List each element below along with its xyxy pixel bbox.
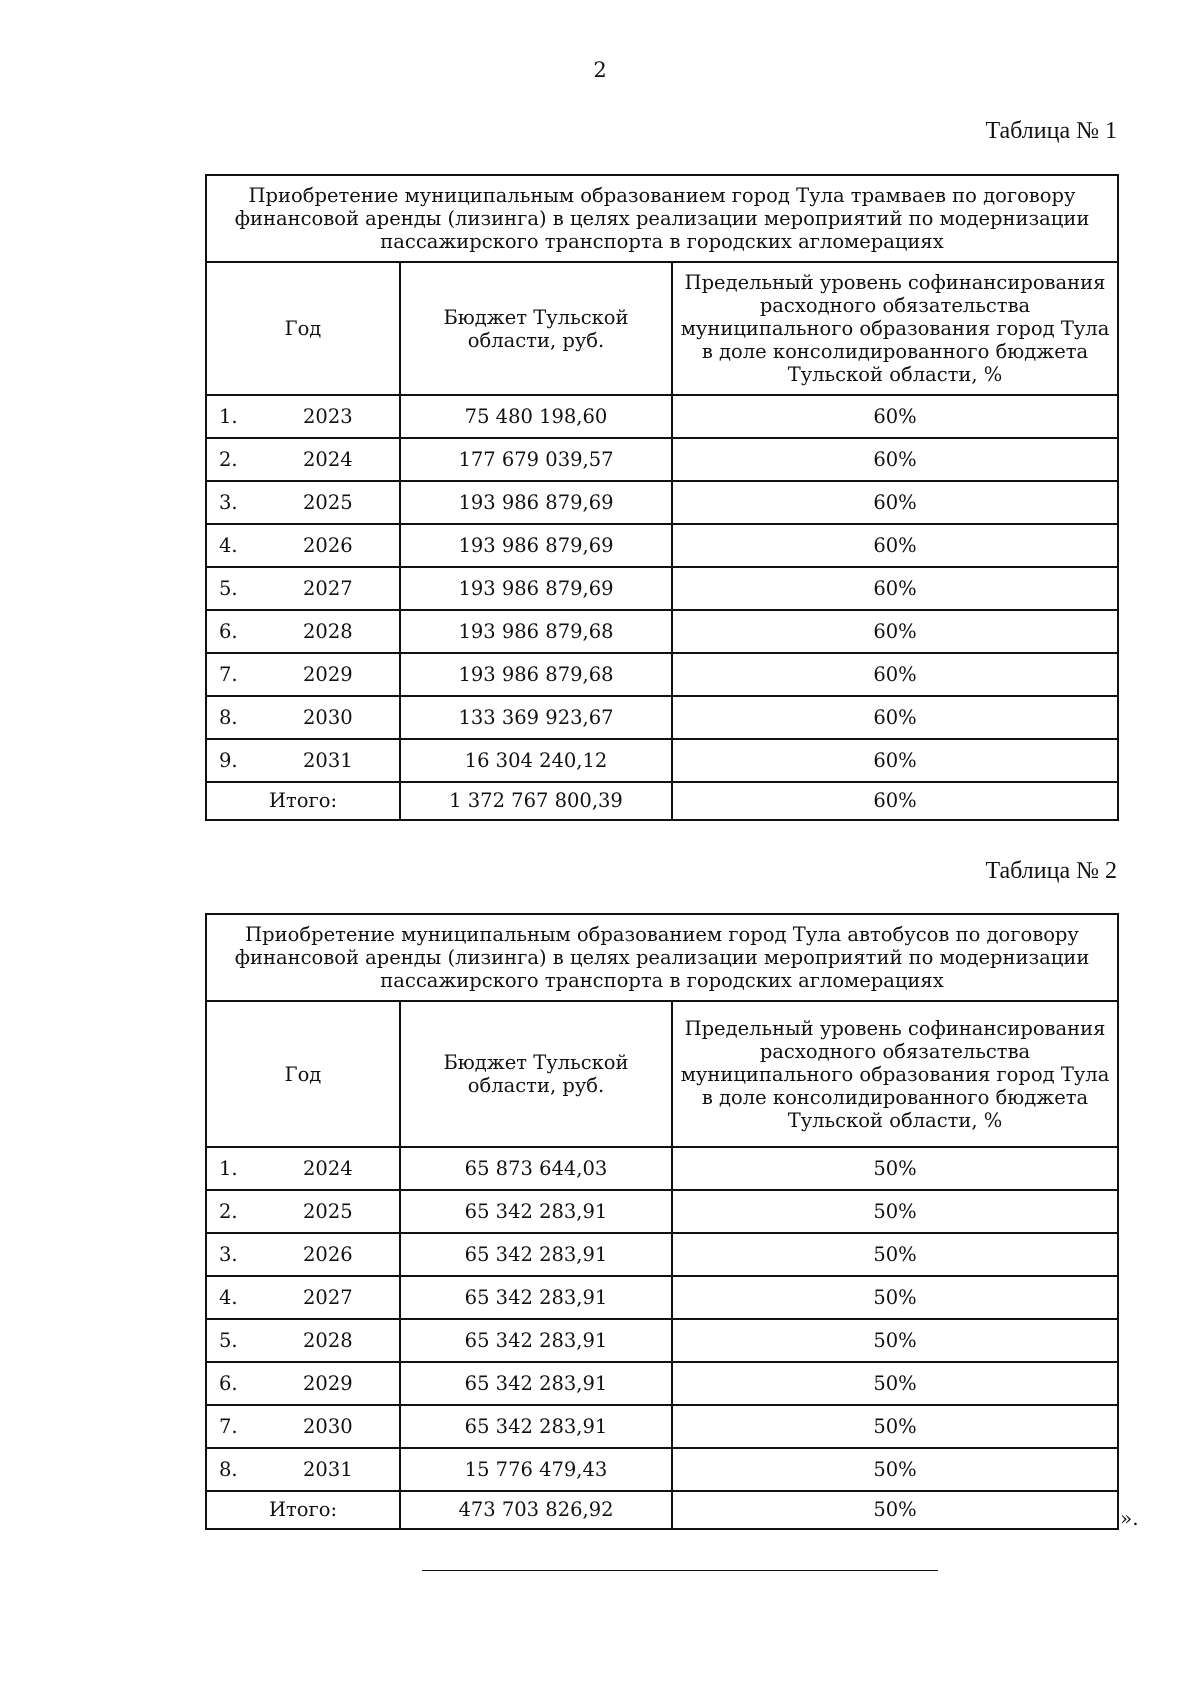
year-cell bbox=[206, 567, 400, 610]
share-cell: 60% bbox=[672, 696, 1118, 739]
row-number: 7. bbox=[219, 662, 238, 686]
year-cell bbox=[206, 653, 400, 696]
budget-cell: 65 342 283,91 bbox=[400, 1362, 672, 1405]
year-cell bbox=[206, 1448, 400, 1491]
share-cell: 50% bbox=[672, 1190, 1118, 1233]
table-2-header-budget: Бюджет Тульской области, руб. bbox=[400, 1001, 672, 1147]
table-row bbox=[206, 739, 1118, 782]
budget-cell: 75 480 198,60 bbox=[400, 395, 672, 438]
row-year: 2026 bbox=[303, 1242, 353, 1266]
table-2-title-row bbox=[206, 914, 1118, 1001]
table-1-caption: Таблица № 1 bbox=[985, 118, 1117, 144]
table-row bbox=[206, 1405, 1118, 1448]
row-year: 2031 bbox=[303, 748, 353, 772]
table-1-header-budget: Бюджет Тульской области, руб. bbox=[400, 262, 672, 395]
budget-cell: 193 986 879,69 bbox=[400, 524, 672, 567]
share-cell: 50% bbox=[672, 1448, 1118, 1491]
table-1-header-share: Предельный уровень софинансирования расходного обязательства муниципального образования город Тула в доле консолидированного бюджета Тульской области, % bbox=[672, 262, 1118, 395]
budget-cell: 65 873 644,03 bbox=[400, 1147, 672, 1190]
row-year: 2025 bbox=[303, 1199, 353, 1223]
table-row bbox=[206, 1276, 1118, 1319]
row-number: 8. bbox=[219, 1457, 238, 1481]
budget-cell: 65 342 283,91 bbox=[400, 1233, 672, 1276]
table-1-header-year: Год bbox=[206, 262, 400, 395]
table-2-header-row bbox=[206, 1001, 1118, 1147]
table-2-header-year: Год bbox=[206, 1001, 400, 1147]
row-year: 2024 bbox=[303, 447, 353, 471]
total-budget: 473 703 826,92 bbox=[400, 1491, 672, 1529]
table-1-title-row bbox=[206, 175, 1118, 262]
row-number: 4. bbox=[219, 1285, 238, 1309]
year-cell bbox=[206, 1233, 400, 1276]
table-1-header-row bbox=[206, 262, 1118, 395]
year-cell bbox=[206, 1190, 400, 1233]
table-2-title: Приобретение муниципальным образованием город Тула автобусов по договору финансовой аренды (лизинга) в целях реализации мероприятий по модернизации пассажирского транспорта в городских агломерациях bbox=[206, 914, 1118, 1001]
end-of-document-line bbox=[422, 1570, 938, 1571]
share-cell: 50% bbox=[672, 1276, 1118, 1319]
year-cell bbox=[206, 1319, 400, 1362]
budget-cell: 65 342 283,91 bbox=[400, 1405, 672, 1448]
share-cell: 50% bbox=[672, 1233, 1118, 1276]
share-cell: 60% bbox=[672, 653, 1118, 696]
table-row bbox=[206, 1319, 1118, 1362]
budget-cell: 193 986 879,68 bbox=[400, 653, 672, 696]
total-share: 60% bbox=[672, 782, 1118, 820]
closing-quote-mark: ». bbox=[1120, 1506, 1139, 1530]
table-row bbox=[206, 567, 1118, 610]
row-number: 3. bbox=[219, 490, 238, 514]
budget-cell: 65 342 283,91 bbox=[400, 1276, 672, 1319]
year-cell bbox=[206, 438, 400, 481]
year-cell bbox=[206, 395, 400, 438]
row-year: 2024 bbox=[303, 1156, 353, 1180]
table-row bbox=[206, 1233, 1118, 1276]
year-cell bbox=[206, 524, 400, 567]
table-row bbox=[206, 1147, 1118, 1190]
row-number: 1. bbox=[219, 404, 238, 428]
table-1 bbox=[205, 174, 1119, 821]
table-row bbox=[206, 1448, 1118, 1491]
row-year: 2028 bbox=[303, 619, 353, 643]
table-row bbox=[206, 524, 1118, 567]
table-row bbox=[206, 481, 1118, 524]
row-number: 9. bbox=[219, 748, 238, 772]
share-cell: 60% bbox=[672, 395, 1118, 438]
year-cell bbox=[206, 739, 400, 782]
budget-cell: 193 986 879,69 bbox=[400, 481, 672, 524]
row-year: 2029 bbox=[303, 662, 353, 686]
share-cell: 50% bbox=[672, 1147, 1118, 1190]
table-row bbox=[206, 1190, 1118, 1233]
table-2-caption: Таблица № 2 bbox=[985, 858, 1117, 884]
table-2 bbox=[205, 913, 1119, 1530]
row-number: 2. bbox=[219, 1199, 238, 1223]
table-row bbox=[206, 610, 1118, 653]
share-cell: 60% bbox=[672, 739, 1118, 782]
share-cell: 60% bbox=[672, 610, 1118, 653]
row-year: 2025 bbox=[303, 490, 353, 514]
year-cell bbox=[206, 1405, 400, 1448]
table-1-title: Приобретение муниципальным образованием город Тула трамваев по договору финансовой аренды (лизинга) в целях реализации мероприятий по модернизации пассажирского транспорта в городских агломерациях bbox=[206, 175, 1118, 262]
table-row bbox=[206, 696, 1118, 739]
total-budget: 1 372 767 800,39 bbox=[400, 782, 672, 820]
row-number: 1. bbox=[219, 1156, 238, 1180]
row-number: 6. bbox=[219, 1371, 238, 1395]
share-cell: 60% bbox=[672, 438, 1118, 481]
share-cell: 60% bbox=[672, 481, 1118, 524]
row-number: 6. bbox=[219, 619, 238, 643]
budget-cell: 16 304 240,12 bbox=[400, 739, 672, 782]
row-number: 5. bbox=[219, 1328, 238, 1352]
row-year: 2028 bbox=[303, 1328, 353, 1352]
total-label: Итого: bbox=[206, 782, 400, 820]
row-year: 2026 bbox=[303, 533, 353, 557]
budget-cell: 15 776 479,43 bbox=[400, 1448, 672, 1491]
budget-cell: 133 369 923,67 bbox=[400, 696, 672, 739]
row-year: 2023 bbox=[303, 404, 353, 428]
year-cell bbox=[206, 610, 400, 653]
table-row bbox=[206, 653, 1118, 696]
table-2-total-row bbox=[206, 1491, 1118, 1529]
share-cell: 60% bbox=[672, 524, 1118, 567]
budget-cell: 193 986 879,69 bbox=[400, 567, 672, 610]
year-cell bbox=[206, 481, 400, 524]
row-year: 2030 bbox=[303, 1414, 353, 1438]
table-row bbox=[206, 438, 1118, 481]
share-cell: 50% bbox=[672, 1362, 1118, 1405]
year-cell bbox=[206, 1362, 400, 1405]
table-row bbox=[206, 395, 1118, 438]
row-number: 7. bbox=[219, 1414, 238, 1438]
budget-cell: 193 986 879,68 bbox=[400, 610, 672, 653]
row-number: 3. bbox=[219, 1242, 238, 1266]
share-cell: 50% bbox=[672, 1405, 1118, 1448]
budget-cell: 177 679 039,57 bbox=[400, 438, 672, 481]
year-cell bbox=[206, 696, 400, 739]
row-year: 2029 bbox=[303, 1371, 353, 1395]
row-number: 8. bbox=[219, 705, 238, 729]
table-1-total-row bbox=[206, 782, 1118, 820]
row-year: 2031 bbox=[303, 1457, 353, 1481]
row-number: 4. bbox=[219, 533, 238, 557]
table-row bbox=[206, 1362, 1118, 1405]
share-cell: 60% bbox=[672, 567, 1118, 610]
table-2-header-share: Предельный уровень софинансирования расходного обязательства муниципального образования город Тула в доле консолидированного бюджета Тульской области, % bbox=[672, 1001, 1118, 1147]
row-number: 5. bbox=[219, 576, 238, 600]
row-number: 2. bbox=[219, 447, 238, 471]
budget-cell: 65 342 283,91 bbox=[400, 1190, 672, 1233]
share-cell: 50% bbox=[672, 1319, 1118, 1362]
row-year: 2027 bbox=[303, 576, 353, 600]
total-label: Итого: bbox=[206, 1491, 400, 1529]
row-year: 2027 bbox=[303, 1285, 353, 1309]
total-share: 50% bbox=[672, 1491, 1118, 1529]
year-cell bbox=[206, 1276, 400, 1319]
budget-cell: 65 342 283,91 bbox=[400, 1319, 672, 1362]
page-number: 2 bbox=[593, 58, 607, 82]
row-year: 2030 bbox=[303, 705, 353, 729]
year-cell bbox=[206, 1147, 400, 1190]
